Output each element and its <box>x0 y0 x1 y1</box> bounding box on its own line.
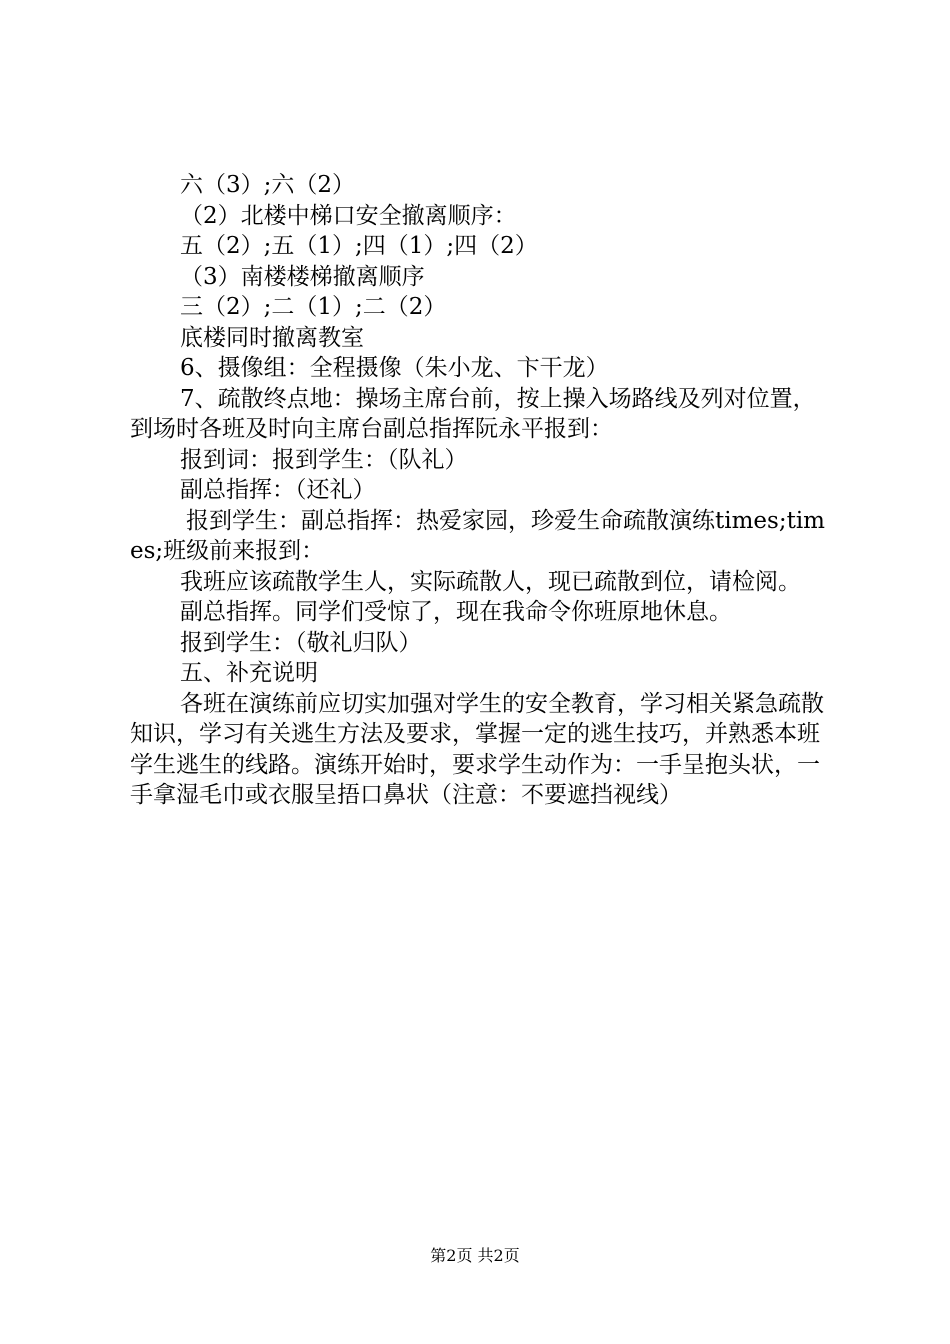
paragraph-line: 6、摄像组：全程摄像（朱小龙、卞干龙） <box>180 355 609 381</box>
page-footer: 第2页 共2页 <box>430 1246 520 1265</box>
paragraph-line: 三（2）;二（1）;二（2） <box>180 294 447 320</box>
document-body <box>130 170 830 811</box>
paragraph-line: 底楼同时撤离教室 <box>180 324 364 351</box>
paragraph-line: 副总指挥。同学们受惊了，现在我命令你班原地休息。 <box>180 599 732 625</box>
paragraph-line: 报到学生：（敬礼归队） <box>180 629 422 656</box>
paragraph-line: 五（2）;五（1）;四（1）;四（2） <box>180 233 538 259</box>
paragraph-line: 报到词：报到学生：（队礼） <box>180 446 468 473</box>
paragraph: 7、疏散终点地：操场主席台前，按上操入场路线及列对位置，到场时各班及时向主席台副总指挥阮永平报到： <box>130 385 816 442</box>
paragraph-line: （2）北楼中梯口安全撤离顺序： <box>180 202 517 229</box>
paragraph: 我班应该疏散学生人，实际疏散人，现已疏散到位，请检阅。 <box>180 568 801 595</box>
paragraph-line: （3）南楼楼梯撤离顺序 <box>180 263 425 290</box>
paragraph-line: 副总指挥：（还礼） <box>180 477 376 503</box>
section-heading: 五、补充说明 <box>180 660 318 686</box>
paragraph: 报到学生：副总指挥：热爱家园，珍爱生命疏散演练times;times;班级前来报到： <box>130 507 825 564</box>
paragraph-line: 六（3）;六（2） <box>180 172 356 198</box>
paragraph: 各班在演练前应切实加强对学生的安全教育，学习相关紧急疏散知识，学习有关逃生方法及要求，掌握一定的逃生技巧，并熟悉本班学生逃生的线路。演练开始时，要求学生动作为：一手呈抱头状，一手拿湿毛巾或衣服呈捂口鼻状（注意：不要遮挡视线） <box>130 690 824 808</box>
